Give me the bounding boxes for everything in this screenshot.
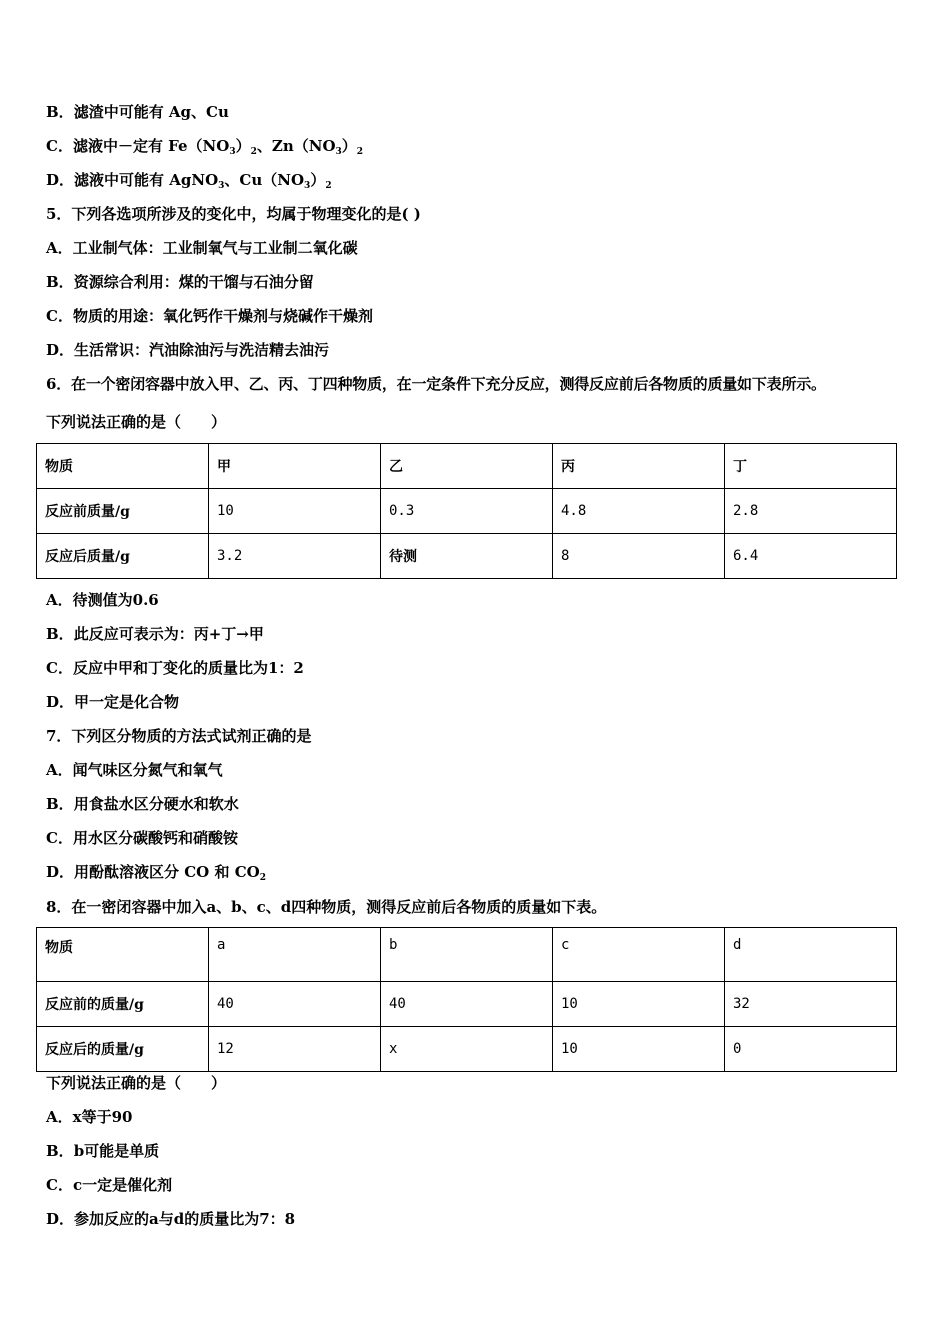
option-text: 闻气味区分氮气和氧气 — [72, 761, 223, 779]
option-label: D． — [46, 341, 75, 359]
table-row — [37, 489, 897, 534]
table-cell: 6.4 — [725, 534, 897, 579]
q6-stem: 6．在一个密闭容器中放入甲、乙、丙、丁四种物质，在一定条件下充分反应，测得反应前后各物质的质量如下表所示。 — [46, 375, 826, 393]
subscript: 3 — [229, 147, 236, 157]
q4-option-c — [46, 136, 363, 162]
option-label: D． — [46, 693, 75, 711]
option-text: 此反应可表示为：丙+丁→甲 — [73, 625, 264, 643]
q8-mass-table — [36, 927, 897, 1072]
table-cell: 32 — [725, 982, 897, 1027]
option-label: C． — [46, 659, 73, 677]
option-text: 滤液中－定有 Fe（NO — [72, 137, 230, 155]
q8-option-a — [46, 1107, 132, 1127]
option-text: 滤渣中可能有 Ag、Cu — [73, 103, 229, 121]
table-row — [37, 534, 897, 579]
option-label: C． — [46, 1176, 73, 1194]
option-text: 用食盐水区分硬水和软水 — [73, 795, 239, 813]
table-cell: 2.8 — [725, 489, 897, 534]
option-label: B． — [46, 1142, 74, 1160]
table-cell: 丁 — [725, 444, 897, 489]
option-label: D． — [46, 171, 75, 189]
table-cell: 40 — [381, 982, 553, 1027]
table-cell: a — [209, 928, 381, 982]
table-cell: 甲 — [209, 444, 381, 489]
table-cell: 反应后质量/g — [37, 534, 209, 579]
option-label: B． — [46, 795, 74, 813]
q8-option-d — [46, 1209, 295, 1229]
table-row — [37, 1027, 897, 1072]
subscript: 2 — [250, 147, 257, 157]
subscript: 3 — [304, 181, 311, 191]
option-text: 生活常识：汽油除油污与洗洁精去油污 — [74, 341, 330, 359]
q8-stem: 8．在一密闭容器中加入a、b、c、d四种物质，测得反应前后各物质的质量如下表。 — [46, 898, 607, 916]
table-row — [37, 982, 897, 1027]
option-text: 待测值为0.6 — [72, 591, 159, 609]
subscript: 2 — [356, 147, 364, 157]
option-text: ） — [235, 137, 251, 155]
table-cell: 10 — [553, 982, 725, 1027]
option-label: B． — [46, 103, 74, 121]
subscript: 2 — [259, 873, 266, 883]
table-cell: d — [725, 928, 897, 982]
option-label: A． — [46, 591, 73, 609]
subscript: 3 — [335, 147, 342, 157]
option-label: A． — [46, 1108, 73, 1126]
table-cell: 0 — [725, 1027, 897, 1072]
q6-option-b — [46, 624, 264, 644]
q7-option-a — [46, 760, 223, 780]
option-label: D． — [46, 1210, 75, 1228]
q6-option-d — [46, 692, 179, 712]
q7-option-c — [46, 828, 238, 848]
option-text: x等于90 — [72, 1108, 133, 1126]
q5-option-d — [46, 340, 329, 360]
option-text: 参加反应的a与d的质量比为7：8 — [74, 1210, 296, 1228]
q8-option-c — [46, 1175, 172, 1195]
option-text: 、Zn（NO — [256, 137, 336, 155]
q7-option-d — [46, 862, 266, 888]
option-label: D． — [46, 863, 75, 881]
q7-stem: 7．下列区分物质的方法式试剂正确的是 — [46, 727, 312, 745]
table-cell: c — [553, 928, 725, 982]
table-cell: x — [381, 1027, 553, 1072]
option-label: B． — [46, 625, 74, 643]
table-cell: 3.2 — [209, 534, 381, 579]
q4-option-b — [46, 102, 229, 122]
table-cell: 乙 — [381, 444, 553, 489]
option-label: C． — [46, 307, 73, 325]
option-text: c一定是催化剂 — [72, 1176, 173, 1194]
option-label: C． — [46, 829, 73, 847]
q8-prompt: 下列说法正确的是（ ） — [46, 1074, 227, 1092]
table-cell: 反应前质量/g — [37, 489, 209, 534]
option-text: 资源综合利用：煤的干馏与石油分留 — [73, 273, 314, 291]
option-label: B． — [46, 273, 74, 291]
table-cell: 物质 — [37, 928, 209, 982]
table-cell: 4.8 — [553, 489, 725, 534]
option-label: A． — [46, 239, 73, 257]
q5-option-a — [46, 238, 358, 258]
option-label: A． — [46, 761, 73, 779]
option-text: 甲一定是化合物 — [74, 693, 180, 711]
table-cell: 10 — [553, 1027, 725, 1072]
table-cell: 10 — [209, 489, 381, 534]
table-cell: 40 — [209, 982, 381, 1027]
table-header-row — [37, 444, 897, 489]
table-cell: b — [381, 928, 553, 982]
table-cell: 待测 — [381, 534, 553, 579]
q6-stem-continued: 下列说法正确的是（ ） — [46, 413, 227, 431]
option-text: 工业制气体：工业制氧气与工业制二氧化碳 — [72, 239, 358, 257]
option-text: 用酚酞溶液区分 CO 和 CO — [74, 863, 260, 881]
q5-option-c — [46, 306, 373, 326]
option-text: 物质的用途：氧化钙作干燥剂与烧碱作干燥剂 — [72, 307, 373, 325]
table-cell: 物质 — [37, 444, 209, 489]
q6-mass-table — [36, 443, 897, 579]
option-text: ） — [341, 137, 357, 155]
table-cell: 丙 — [553, 444, 725, 489]
table-cell: 0.3 — [381, 489, 553, 534]
q4-option-d — [46, 170, 332, 196]
option-text: 反应中甲和丁变化的质量比为1：2 — [72, 659, 304, 677]
table-cell: 反应前的质量/g — [37, 982, 209, 1027]
option-text: ） — [310, 171, 326, 189]
option-text: 用水区分碳酸钙和硝酸铵 — [72, 829, 238, 847]
q6-option-c — [46, 658, 304, 678]
table-header-row — [37, 928, 897, 982]
subscript: 3 — [218, 181, 225, 191]
option-text: b可能是单质 — [73, 1142, 160, 1160]
table-cell: 反应后的质量/g — [37, 1027, 209, 1072]
q5-option-b — [46, 272, 314, 292]
table-cell: 8 — [553, 534, 725, 579]
subscript: 2 — [325, 181, 332, 191]
q8-option-b — [46, 1141, 159, 1161]
table-cell: 12 — [209, 1027, 381, 1072]
option-text: 滤液中可能有 AgNO — [74, 171, 219, 189]
q6-option-a — [46, 590, 159, 610]
q7-option-b — [46, 794, 239, 814]
q5-stem: 5．下列各选项所涉及的变化中，均属于物理变化的是( ) — [46, 205, 421, 223]
option-text: 、Cu（NO — [224, 171, 305, 189]
option-label: C． — [46, 137, 73, 155]
